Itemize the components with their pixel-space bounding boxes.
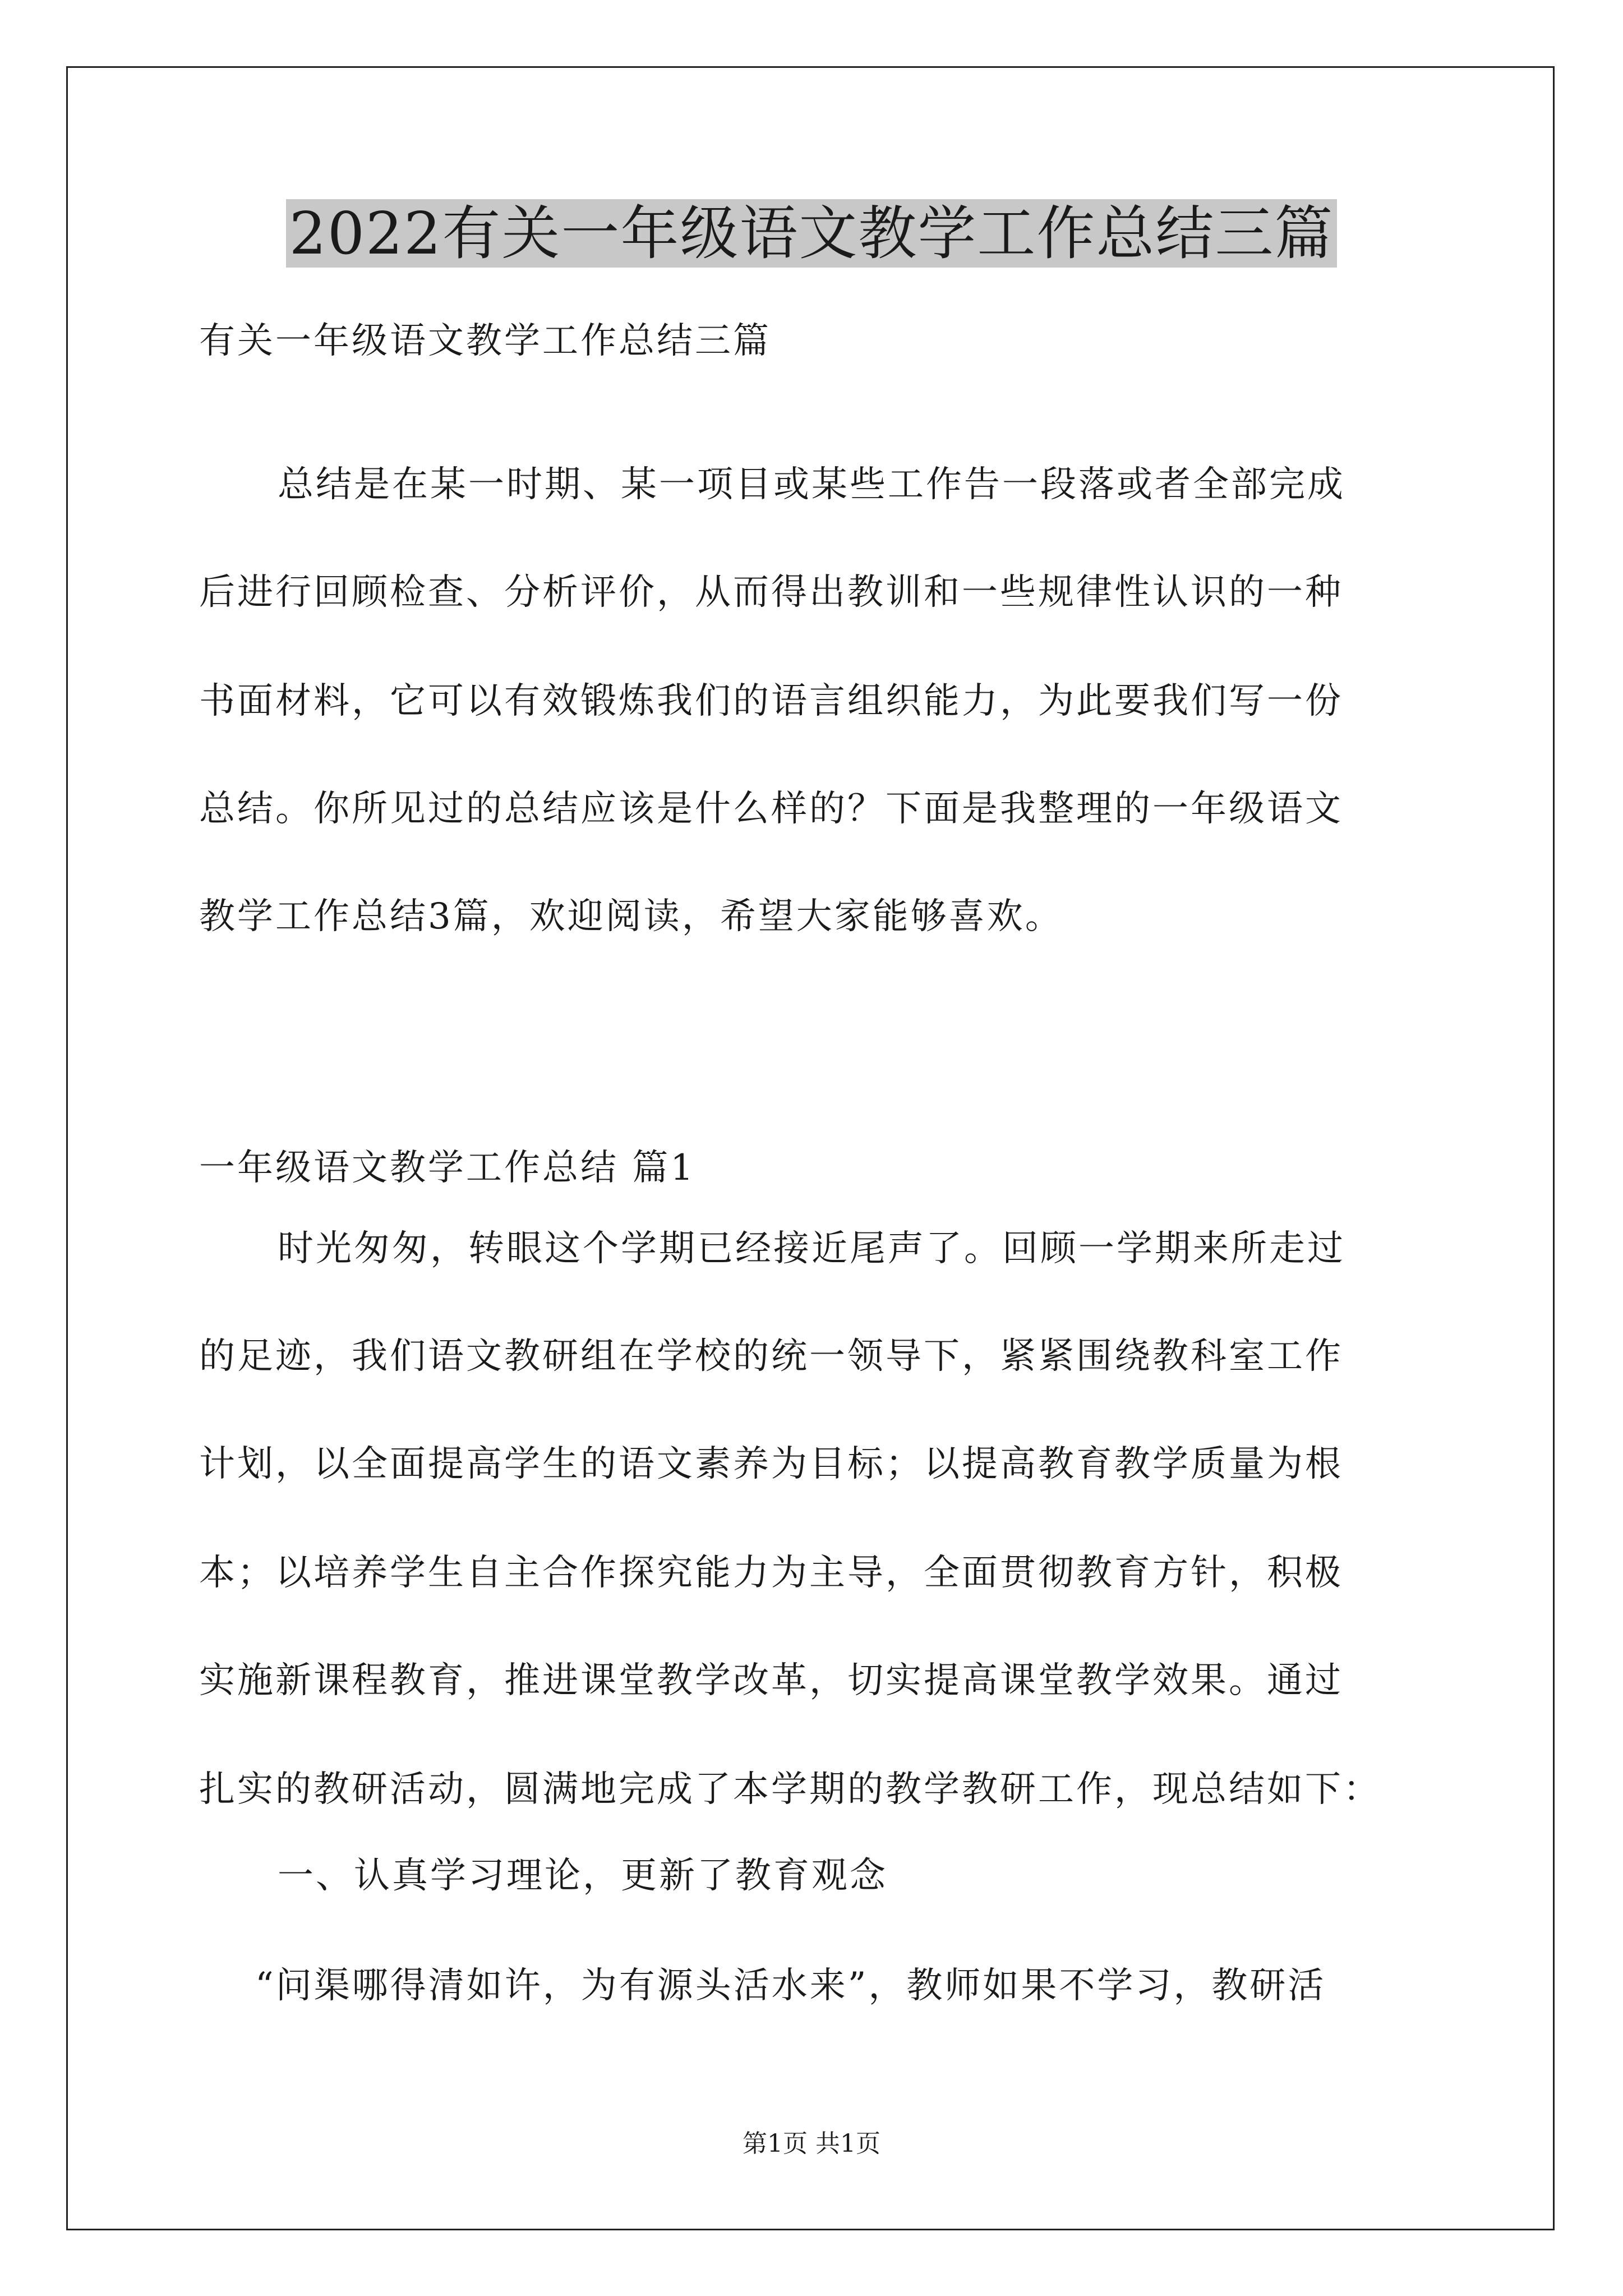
body-line-7: “问渠哪得清如许，为有源头活水来”，教师如果不学习，教研活 <box>255 1965 1326 2007</box>
document-subtitle: 有关一年级语文教学工作总结三篇 <box>199 320 771 362</box>
intro-line-3: 书面材料，它可以有效锻炼我们的语言组织能力，为此要我们写一份 <box>199 680 1343 722</box>
intro-line-5: 教学工作总结3篇，欢迎阅读，希望大家能够喜欢。 <box>199 896 1063 937</box>
body-line-1: 时光匆匆，转眼这个学期已经接近尾声了。回顾一学期来所走过 <box>278 1228 1345 1269</box>
intro-line-4: 总结。你所见过的总结应该是什么样的？下面是我整理的一年级语文 <box>199 788 1343 830</box>
page-footer: 第1页 共1页 <box>743 2129 880 2158</box>
intro-line-2: 后进行回顾检查、分析评价，从而得出教训和一些规律性认识的一种 <box>199 572 1343 613</box>
body-line-5: 实施新课程教育，推进课堂教学改革，切实提高课堂教学效果。通过 <box>199 1660 1343 1701</box>
document-title-text: 2022有关一年级语文教学工作总结三篇 <box>286 199 1338 268</box>
body-line-2: 的足迹，我们语文教研组在学校的统一领导下，紧紧围绕教科室工作 <box>199 1336 1343 1377</box>
body-line-6: 扎实的教研活动，圆满地完成了本学期的教学教研工作，现总结如下： <box>199 1769 1381 1810</box>
intro-line-1: 总结是在某一时期、某一项目或某些工作告一段落或者全部完成 <box>278 464 1345 505</box>
document-title <box>0 194 1623 273</box>
body-line-3: 计划，以全面提高学生的语文素养为目标；以提高教育教学质量为根 <box>199 1443 1343 1485</box>
body-line-4: 本；以培养学生自主合作探究能力为主导，全面贯彻教育方针，积极 <box>199 1552 1343 1594</box>
section-subheading: 一、认真学习理论，更新了教育观念 <box>278 1855 888 1897</box>
section-heading: 一年级语文教学工作总结 篇1 <box>199 1147 696 1189</box>
